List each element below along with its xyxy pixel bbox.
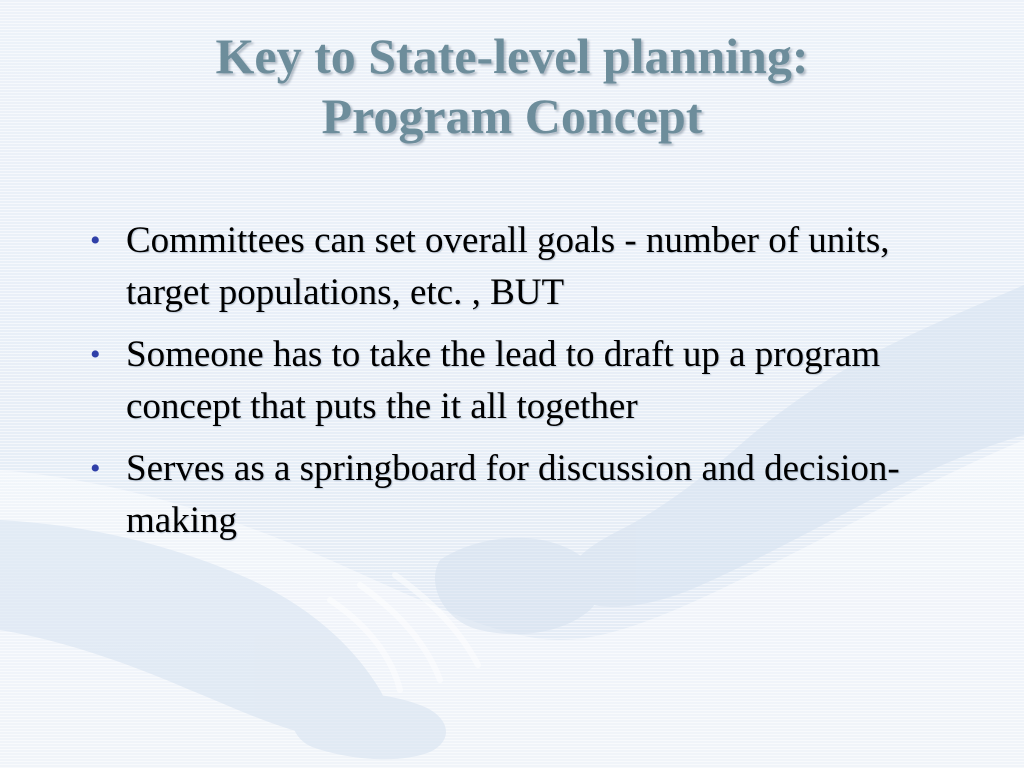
- bullet-item: [82, 329, 962, 433]
- bullet-text: Someone has to take the lead to draft up a program concept that puts the it all together: [126, 334, 881, 427]
- bullet-item: [82, 215, 962, 319]
- bullet-dot-icon: •: [90, 224, 101, 257]
- bullet-item: [82, 443, 962, 547]
- title-line-1: Key to State-level planning:: [215, 28, 809, 84]
- bullet-text: Committees can set overall goals - number of units, target populations, etc. , BUT: [126, 220, 890, 313]
- bullet-dot-icon: •: [90, 452, 101, 485]
- slide-title: [60, 26, 964, 146]
- title-line-2: Program Concept: [321, 88, 703, 144]
- bullet-dot-icon: •: [90, 338, 101, 371]
- bullet-text: Serves as a springboard for discussion and decision-making: [126, 448, 900, 541]
- bullet-list: [82, 215, 962, 557]
